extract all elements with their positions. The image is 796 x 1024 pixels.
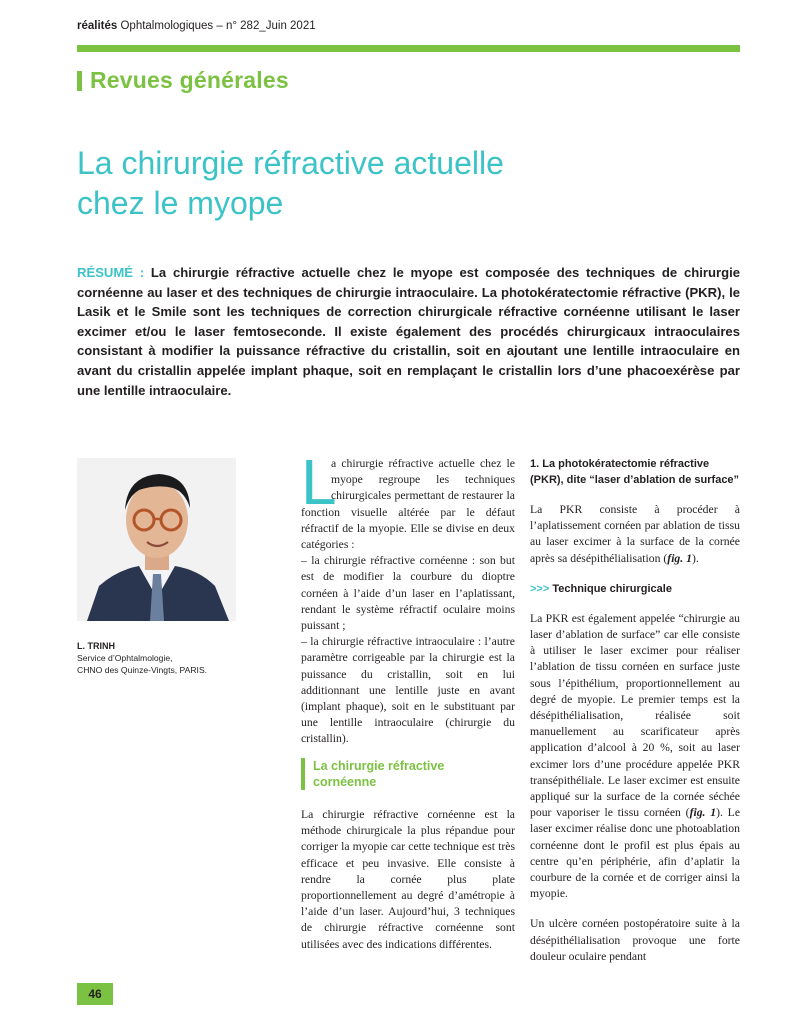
heading-pkr: 1. La photokératectomie réfractive (PKR), dite “laser d’ablation de surface” bbox=[530, 458, 740, 486]
technique-text-b: ). Le laser excimer réalise donc une photoablation cornéenne dont le profil est plus épais au centre qu’en périphérie, afin d’aplatir la courbure de la cornée et de corriger ainsi la myopie. bbox=[530, 806, 741, 901]
body-paragraph bbox=[530, 502, 740, 567]
subheading-line-1: La chirurgie réfractive bbox=[313, 759, 445, 773]
author-affiliation-1: Service d’Ophtalmologie, bbox=[77, 653, 173, 663]
heading-technique-text: Technique chirurgicale bbox=[552, 582, 672, 595]
column-1-continued bbox=[301, 807, 515, 953]
section-tag bbox=[77, 67, 289, 94]
header-rule bbox=[77, 45, 740, 52]
figure-ref: fig. 1 bbox=[667, 551, 692, 565]
subheading-bar bbox=[301, 758, 305, 790]
list-item: – la chirurgie réfractive cornéenne : son but est de modifier la courbure du dioptre cornéen à l’aide d’un laser en l’aplatissant, rendant le système réfractif oculaire moins puissant ; bbox=[301, 554, 515, 633]
subheading-text bbox=[313, 758, 444, 790]
drop-cap: L bbox=[301, 446, 337, 518]
section-label: Revues générales bbox=[90, 67, 289, 93]
journal-issue: Ophtalmologiques – n° 282_Juin 2021 bbox=[120, 20, 316, 32]
body-paragraph bbox=[530, 611, 740, 903]
figure-ref: fig. 1 bbox=[689, 806, 717, 820]
subheading-line-2: cornéenne bbox=[313, 775, 377, 789]
running-header bbox=[77, 20, 316, 32]
author-block bbox=[77, 640, 207, 676]
author-affiliation-2: CHNO des Quinze-Vingts, PARIS. bbox=[77, 665, 208, 675]
body-paragraph: La chirurgie réfractive cornéenne est la méthode chirurgicale la plus répandue pour corriger la myopie car cette technique est très efficace et peu invasive. Elle consiste à rendre la cornée plus plate proportionnellement au degré d’amétropie à l’aide d’un laser. Aujourd’hui, 3 techniques de chirurgie réfractive cornéenne sont utilisées avec des indications différentes. bbox=[301, 808, 515, 951]
column-2 bbox=[530, 456, 740, 965]
list-item: – la chirurgie réfractive intraoculaire : l’autre paramètre corrigeable par la chirurgie est la puissance du cristallin, soit en lui additionnant une lentille juste en avant (implant phaque), soit en le substituant par une lentille intraoculaire (chirurgie du cristallin). bbox=[301, 635, 515, 746]
subheading-cornea bbox=[301, 758, 515, 790]
intro-paragraph bbox=[301, 446, 515, 553]
title-line-2: chez le myope bbox=[77, 185, 284, 221]
heading-technique bbox=[530, 581, 740, 597]
arrows-icon: >>> bbox=[530, 582, 550, 595]
abstract bbox=[77, 263, 740, 400]
section-bar bbox=[77, 71, 82, 91]
journal-brand: réalités bbox=[77, 20, 118, 32]
pkr-text-b: ). bbox=[691, 551, 699, 565]
abstract-label: RÉSUMÉ : bbox=[77, 265, 145, 280]
author-photo bbox=[77, 458, 236, 621]
author-name: L. TRINH bbox=[77, 641, 115, 651]
body-paragraph: Un ulcère cornéen postopératoire suite à la désépithélialisation provoque une forte douleur oculaire pendant bbox=[530, 917, 740, 963]
title-line-1: La chirurgie réfractive actuelle bbox=[77, 145, 504, 181]
pkr-text-a: La PKR consiste à procéder à l’aplatissement cornéen par ablation de tissu au laser excimer à la surface de la cornée après sa désépithélialisation ( bbox=[530, 503, 740, 565]
author-portrait-illustration bbox=[77, 458, 236, 621]
intro-text: a chirurgie réfractive actuelle chez le myope regroupe les techniques chirurgicales permettant de restaurer la fonction visuelle altérée par le défaut réfractif de la myopie. Elle se divise en deux catégories : bbox=[301, 457, 515, 552]
technique-text-a: La PKR est également appelée “chirurgie au laser d’ablation de surface” car elle consiste à utiliser le laser excimer pour réaliser l’ablation de tissu cornéen en surface juste sous l’épithélium, proportionnellement au degré de myopie. Le premier temps est la désépithélialisation, réalisée soit manuellement au scarificateur après application d’alcool à 20 %, soit au laser excimer lors d’une procédure appelée PKR transépithéliale. Le laser excimer est ensuite appliqué sur la surface de la cornée séchée pour vaporiser le tissu cornéen ( bbox=[530, 611, 740, 820]
abstract-text: La chirurgie réfractive actuelle chez le myope est composée des techniques de chirurgie cornéenne au laser et des techniques de chirurgie intraoculaire. La photokératectomie réfractive (PKR), le Lasik et le Smile sont les techniques de correction chirurgicale réfractive cornéenne utilisant le laser excimer et/ou le laser femtoseconde. Il existe également des procédés chirurgicaux intraoculaires consistant à modifier la puissance réfractive du cristallin, soit en ajoutant une lentille intraoculaire en avant du cristallin appelée implant phaque, soit en remplaçant le cristallin lors d’une phacoexérèse par une lentille intraoculaire. bbox=[77, 265, 741, 398]
page-number: 46 bbox=[77, 983, 113, 1005]
article-title bbox=[77, 143, 677, 223]
column-1 bbox=[301, 446, 515, 748]
